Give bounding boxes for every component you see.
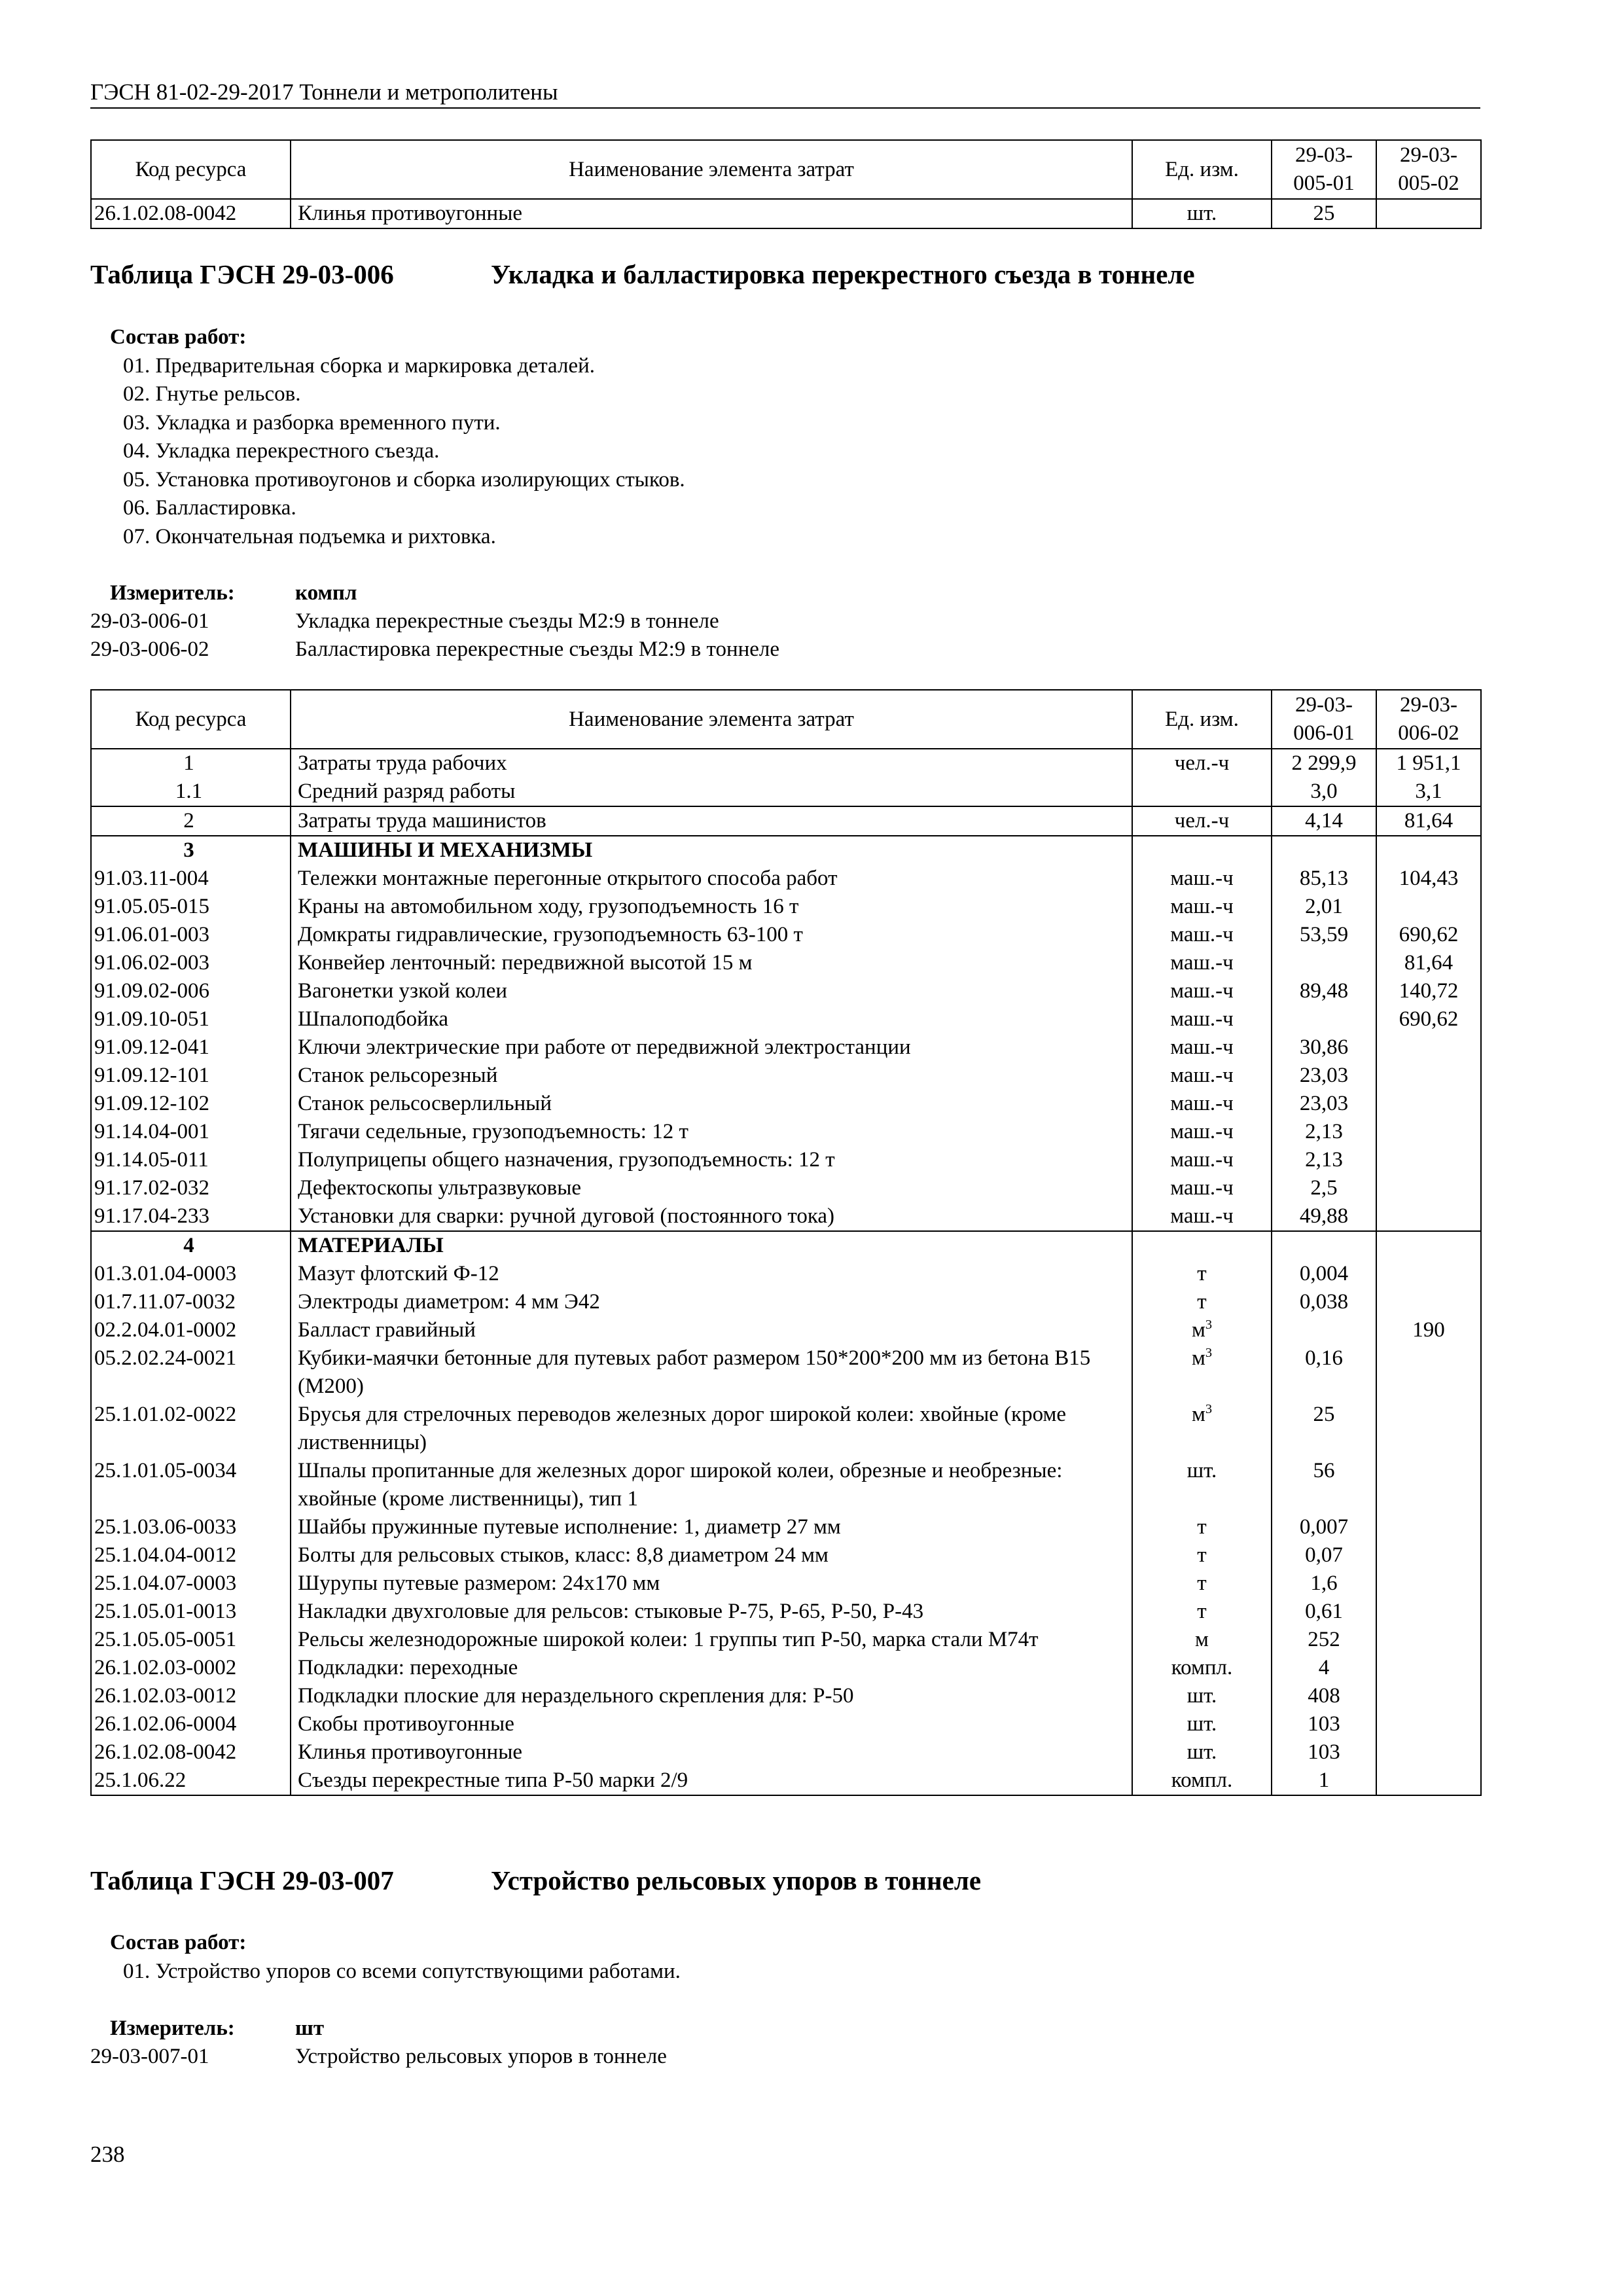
table-row: [91, 977, 1481, 1005]
cell-name: Дефектоскопы ультразвуковые: [291, 1174, 1132, 1202]
cell-name: Кубики-маячки бетонные для путевых работ размером 150*200*200 мм из бетона В15 (М200): [291, 1344, 1132, 1401]
cell-value-2: [1376, 1344, 1481, 1401]
cell-name: Полуприцепы общего назначения, грузоподъемность: 12 т: [291, 1146, 1132, 1174]
cell-unit: чел.-ч: [1132, 749, 1272, 778]
cell-value-1: 56: [1272, 1457, 1376, 1513]
cell-unit: маш.-ч: [1132, 1174, 1272, 1202]
table-row: [91, 1260, 1481, 1288]
cell-value-1: 2,13: [1272, 1118, 1376, 1146]
cell-value-2: 1 951,1: [1376, 749, 1481, 778]
cell-name: Балласт гравийный: [291, 1316, 1132, 1344]
cell-code: 91.09.02-006: [91, 977, 291, 1005]
cell-name: Тягачи седельные, грузоподъемность: 12 т: [291, 1118, 1132, 1146]
cell-value-1: 103: [1272, 1738, 1376, 1767]
cell-value-1: 252: [1272, 1626, 1376, 1654]
cell-code: 26.1.02.08-0042: [91, 199, 291, 228]
cell-name: Станок рельсорезный: [291, 1062, 1132, 1090]
table-row: [91, 1710, 1481, 1738]
cell-value-1: 23,03: [1272, 1062, 1376, 1090]
cell-value-2: 3,1: [1376, 778, 1481, 806]
cell-unit: шт.: [1132, 1682, 1272, 1710]
work-operation: 06. Балластировка.: [123, 496, 296, 520]
cell-unit: маш.-ч: [1132, 1118, 1272, 1146]
cell-value-2: [1376, 1598, 1481, 1626]
cell-value-1: [1272, 949, 1376, 977]
cell-value-2: [1376, 893, 1481, 921]
section-number: Таблица ГЭСН 29-03-006: [90, 259, 394, 289]
cell-value-1: 103: [1272, 1710, 1376, 1738]
cell-code: 25.1.05.05-0051: [91, 1626, 291, 1654]
table-row: [91, 921, 1481, 949]
cell-code: 91.09.12-041: [91, 1033, 291, 1062]
table-row: [91, 1570, 1481, 1598]
work-composition-label: Состав работ:: [110, 1931, 247, 1954]
col-header-name: Наименование элемента затрат: [291, 690, 1132, 749]
cell-unit: маш.-ч: [1132, 1005, 1272, 1033]
cell-unit: маш.-ч: [1132, 1090, 1272, 1118]
cell-value-1: 4,14: [1272, 806, 1376, 836]
cell-code: 3: [91, 836, 291, 865]
cell-unit: маш.-ч: [1132, 865, 1272, 893]
table-row: [91, 778, 1481, 806]
table-row: [91, 1654, 1481, 1682]
cell-value-1: 0,038: [1272, 1288, 1376, 1316]
col-header-norm-2: 29-03-006-02: [1376, 690, 1481, 749]
norm-description: Укладка перекрестные съезды М2:9 в тоннеле: [295, 609, 719, 633]
measure-label: Измеритель:: [110, 2017, 235, 2040]
cell-unit: маш.-ч: [1132, 977, 1272, 1005]
unit-exponent: 3: [1205, 1402, 1213, 1416]
cell-name: Скобы противоугонные: [291, 1710, 1132, 1738]
cell-code: 91.09.12-102: [91, 1090, 291, 1118]
cell-code: 91.17.04-233: [91, 1202, 291, 1231]
measure-block: [90, 2015, 667, 2071]
cell-unit: шт.: [1132, 1710, 1272, 1738]
norm-code: 29-03-006-01: [90, 609, 209, 633]
cell-name: Электроды диаметром: 4 мм Э42: [291, 1288, 1132, 1316]
unit-exponent: 3: [1205, 1318, 1213, 1332]
cell-name: Клинья противоугонные: [291, 199, 1132, 228]
cell-name: Брусья для стрелочных переводов железных дорог широкой колеи: хвойные (кроме лиственницы): [291, 1401, 1132, 1457]
cell-name: Шпалоподбойка: [291, 1005, 1132, 1033]
cell-value-1: 49,88: [1272, 1202, 1376, 1231]
measure-label: Измеритель:: [110, 581, 235, 605]
table-row: [91, 1767, 1481, 1795]
section-heading: Устройство рельсовых упоров в тоннеле: [491, 1865, 982, 1895]
cell-name: Домкраты гидравлические, грузоподъемность 63-100 т: [291, 921, 1132, 949]
unit-base: м: [1191, 1346, 1205, 1370]
table-row: [91, 1062, 1481, 1090]
table-row: [91, 1090, 1481, 1118]
work-operation: 04. Укладка перекрестного съезда.: [123, 439, 440, 463]
table-row: [91, 1146, 1481, 1174]
cell-value-2: [1376, 1710, 1481, 1738]
cell-value-1: 2,01: [1272, 893, 1376, 921]
norm-code: 29-03-006-02: [90, 637, 209, 661]
col-header-norm-1: 29-03-006-01: [1272, 690, 1376, 749]
norm-description: Устройство рельсовых упоров в тоннеле: [295, 2045, 667, 2068]
cell-unit: т: [1132, 1288, 1272, 1316]
cell-value-1: 0,007: [1272, 1513, 1376, 1541]
table-row: [91, 1598, 1481, 1626]
cell-unit: компл.: [1132, 1767, 1272, 1795]
cell-code: 25.1.03.06-0033: [91, 1513, 291, 1541]
table-row: [91, 1033, 1481, 1062]
cell-unit: [1132, 1344, 1272, 1401]
cell-code: 26.1.02.03-0012: [91, 1682, 291, 1710]
cell-unit: [1132, 1316, 1272, 1344]
cell-value-1: 1,6: [1272, 1570, 1376, 1598]
cell-value-2: [1376, 1033, 1481, 1062]
table-row: [91, 1005, 1481, 1033]
cell-code: 1: [91, 749, 291, 778]
cell-code: 91.14.05-011: [91, 1146, 291, 1174]
cell-value-1: 53,59: [1272, 921, 1376, 949]
cell-code: 01.7.11.07-0032: [91, 1288, 291, 1316]
cell-value-1: 85,13: [1272, 865, 1376, 893]
cell-name: Затраты труда рабочих: [291, 749, 1132, 778]
cell-name: Подкладки плоские для нераздельного скрепления для: Р-50: [291, 1682, 1132, 1710]
norm-code: 29-03-007-01: [90, 2045, 209, 2068]
cell-value-1: [1272, 836, 1376, 865]
cell-value-2: [1376, 1513, 1481, 1541]
cell-value-1: 2,5: [1272, 1174, 1376, 1202]
cell-unit: т: [1132, 1513, 1272, 1541]
cell-code: 25.1.06.22: [91, 1767, 291, 1795]
col-header-code: Код ресурса: [91, 690, 291, 749]
cell-code: 25.1.01.02-0022: [91, 1401, 291, 1457]
cell-unit: шт.: [1132, 1738, 1272, 1767]
table-row: [91, 836, 1481, 865]
cell-value-2: [1376, 1767, 1481, 1795]
work-operation: 03. Укладка и разборка временного пути.: [123, 410, 501, 435]
cell-name: Рельсы железнодорожные широкой колеи: 1 группы тип Р-50, марка стали М74т: [291, 1626, 1132, 1654]
work-composition: [90, 1929, 681, 1986]
cell-name: Конвейер ленточный: передвижной высотой 15 м: [291, 949, 1132, 977]
norm-description: Балластировка перекрестные съезды М2:9 в тоннеле: [295, 637, 780, 661]
cell-unit: т: [1132, 1598, 1272, 1626]
cell-name: Клинья противоугонные: [291, 1738, 1132, 1767]
cell-value-2: 81,64: [1376, 949, 1481, 977]
table-row: [91, 1457, 1481, 1513]
cell-value-2: [1376, 1118, 1481, 1146]
cell-name: МАТЕРИАЛЫ: [291, 1231, 1132, 1260]
col-header-code: Код ресурса: [91, 140, 291, 199]
cell-value-1: 0,61: [1272, 1598, 1376, 1626]
table-row: [91, 1513, 1481, 1541]
cell-value-1: 0,004: [1272, 1260, 1376, 1288]
cell-value-1: 23,03: [1272, 1090, 1376, 1118]
cell-unit: т: [1132, 1570, 1272, 1598]
cell-name: Тележки монтажные перегонные открытого способа работ: [291, 865, 1132, 893]
cell-code: 25.1.01.05-0034: [91, 1457, 291, 1513]
cell-value-2: [1376, 1260, 1481, 1288]
table-row: [91, 1401, 1481, 1457]
cell-unit: т: [1132, 1541, 1272, 1570]
cell-name: Средний разряд работы: [291, 778, 1132, 806]
work-operation: 02. Гнутье рельсов.: [123, 382, 301, 406]
unit-base: м: [1191, 1318, 1205, 1342]
cell-code: 26.1.02.08-0042: [91, 1738, 291, 1767]
cell-value-2: 104,43: [1376, 865, 1481, 893]
measure-unit: компл: [295, 581, 357, 605]
table-row: [91, 1118, 1481, 1146]
cell-name: Подкладки: переходные: [291, 1654, 1132, 1682]
cell-code: 1.1: [91, 778, 291, 806]
cell-value-1: 4: [1272, 1654, 1376, 1682]
cell-value-2: [1376, 1090, 1481, 1118]
col-header-norm-2: 29-03-005-02: [1376, 140, 1481, 199]
cell-value-1: [1272, 1231, 1376, 1260]
col-header-unit: Ед. изм.: [1132, 690, 1272, 749]
running-header: ГЭСН 81-02-29-2017 Тоннели и метрополитены: [90, 77, 1480, 109]
cell-name: Ключи электрические при работе от передвижной электростанции: [291, 1033, 1132, 1062]
cell-value-2: [1376, 1288, 1481, 1316]
cell-value-2: [1376, 199, 1481, 228]
cell-value-2: 690,62: [1376, 921, 1481, 949]
table-row: [91, 1231, 1481, 1260]
cell-unit: маш.-ч: [1132, 1062, 1272, 1090]
cell-value-2: 140,72: [1376, 977, 1481, 1005]
table-row: [91, 1288, 1481, 1316]
cell-unit: маш.-ч: [1132, 949, 1272, 977]
cell-unit: [1132, 836, 1272, 865]
cell-value-2: 190: [1376, 1316, 1481, 1344]
section-number: Таблица ГЭСН 29-03-007: [90, 1865, 394, 1895]
unit-exponent: 3: [1205, 1346, 1213, 1360]
cell-code: 91.09.10-051: [91, 1005, 291, 1033]
table-row: [91, 1541, 1481, 1570]
table-row: [91, 893, 1481, 921]
cell-code: 01.3.01.04-0003: [91, 1260, 291, 1288]
cell-value-2: [1376, 1401, 1481, 1457]
col-header-norm-1: 29-03-005-01: [1272, 140, 1376, 199]
table-row: [91, 806, 1481, 836]
cell-value-2: [1376, 1457, 1481, 1513]
work-operation: 01. Устройство упоров со всеми сопутствующими работами.: [123, 1959, 681, 1983]
cell-name: МАШИНЫ И МЕХАНИЗМЫ: [291, 836, 1132, 865]
cell-code: 26.1.02.06-0004: [91, 1710, 291, 1738]
cell-code: 26.1.02.03-0002: [91, 1654, 291, 1682]
page-number: 238: [90, 2142, 125, 2167]
section-heading: Укладка и балластировка перекрестного съезда в тоннеле: [491, 259, 1195, 289]
cell-unit: маш.-ч: [1132, 1033, 1272, 1062]
table-row: [91, 1626, 1481, 1654]
measure-unit: шт: [295, 2017, 325, 2040]
work-operation: 01. Предварительная сборка и маркировка деталей.: [123, 353, 596, 378]
table-row: [91, 1682, 1481, 1710]
cell-unit: т: [1132, 1260, 1272, 1288]
cell-value-2: [1376, 1626, 1481, 1654]
cell-value-1: 2,13: [1272, 1146, 1376, 1174]
cell-code: 05.2.02.24-0021: [91, 1344, 291, 1401]
measure-block: [90, 579, 779, 664]
cell-value-1: 25: [1272, 1401, 1376, 1457]
work-operation: 05. Установка противоугонов и сборка изолирующих стыков.: [123, 467, 685, 492]
col-header-name: Наименование элемента затрат: [291, 140, 1132, 199]
cell-unit: шт.: [1132, 199, 1272, 228]
cell-unit: [1132, 1401, 1272, 1457]
section-title-006: [90, 259, 1195, 290]
cell-code: 91.14.04-001: [91, 1118, 291, 1146]
cell-code: 91.17.02-032: [91, 1174, 291, 1202]
cell-unit: маш.-ч: [1132, 893, 1272, 921]
table-row: [91, 749, 1481, 778]
cell-unit: [1132, 778, 1272, 806]
cell-value-2: [1376, 836, 1481, 865]
cell-name: Шайбы пружинные путевые исполнение: 1, диаметр 27 мм: [291, 1513, 1132, 1541]
cell-value-2: 81,64: [1376, 806, 1481, 836]
cell-value-1: 1: [1272, 1767, 1376, 1795]
cell-code: 02.2.04.01-0002: [91, 1316, 291, 1344]
work-composition: [90, 323, 685, 551]
cell-value-1: 408: [1272, 1682, 1376, 1710]
cell-name: Установки для сварки: ручной дуговой (постоянного тока): [291, 1202, 1132, 1231]
table-row: [91, 865, 1481, 893]
cell-unit: маш.-ч: [1132, 1146, 1272, 1174]
cell-name: Вагонетки узкой колеи: [291, 977, 1132, 1005]
cell-value-2: [1376, 1174, 1481, 1202]
cell-value-1: 89,48: [1272, 977, 1376, 1005]
cell-unit: компл.: [1132, 1654, 1272, 1682]
cell-value-2: [1376, 1654, 1481, 1682]
cell-value-1: 2 299,9: [1272, 749, 1376, 778]
cell-value-1: 0,16: [1272, 1344, 1376, 1401]
unit-base: м: [1191, 1403, 1205, 1426]
table-row: [91, 1344, 1481, 1401]
cell-value-2: [1376, 1202, 1481, 1231]
cell-value-2: [1376, 1146, 1481, 1174]
cell-name: Шпалы пропитанные для железных дорог широкой колеи, обрезные и необрезные: хвойные (кроме лиственницы), тип 1: [291, 1457, 1132, 1513]
cell-unit: м: [1132, 1626, 1272, 1654]
cell-value-1: 30,86: [1272, 1033, 1376, 1062]
cell-code: 25.1.04.04-0012: [91, 1541, 291, 1570]
cell-value-2: 690,62: [1376, 1005, 1481, 1033]
cell-value-1: [1272, 1005, 1376, 1033]
cell-code: 91.06.02-003: [91, 949, 291, 977]
table-row: [91, 1738, 1481, 1767]
cell-value-2: [1376, 1570, 1481, 1598]
cell-value-1: 0,07: [1272, 1541, 1376, 1570]
cell-name: Краны на автомобильном ходу, грузоподъемность 16 т: [291, 893, 1132, 921]
cell-code: 25.1.04.07-0003: [91, 1570, 291, 1598]
cell-unit: шт.: [1132, 1457, 1272, 1513]
table-row: [91, 1174, 1481, 1202]
cell-code: 4: [91, 1231, 291, 1260]
cell-name: Мазут флотский Ф-12: [291, 1260, 1132, 1288]
cell-value-2: [1376, 1231, 1481, 1260]
cell-value-2: [1376, 1541, 1481, 1570]
cell-unit: [1132, 1231, 1272, 1260]
cell-name: Шурупы путевые размером: 24x170 мм: [291, 1570, 1132, 1598]
cell-unit: маш.-ч: [1132, 1202, 1272, 1231]
cost-table-continuation: [90, 139, 1482, 229]
cost-table-006: [90, 689, 1482, 1796]
section-title-007: [90, 1865, 981, 1896]
cell-name: Съезды перекрестные типа Р-50 марки 2/9: [291, 1767, 1132, 1795]
cell-value-1: [1272, 1316, 1376, 1344]
cell-code: 91.06.01-003: [91, 921, 291, 949]
cell-unit: маш.-ч: [1132, 921, 1272, 949]
work-composition-label: Состав работ:: [110, 325, 247, 349]
cell-value-1: 3,0: [1272, 778, 1376, 806]
work-operation: 07. Окончательная подъемка и рихтовка.: [123, 524, 496, 548]
cell-value-2: [1376, 1682, 1481, 1710]
cell-code: 91.05.05-015: [91, 893, 291, 921]
cell-value-2: [1376, 1062, 1481, 1090]
cell-value-2: [1376, 1738, 1481, 1767]
cell-code: 91.09.12-101: [91, 1062, 291, 1090]
cell-unit: чел.-ч: [1132, 806, 1272, 836]
cell-code: 2: [91, 806, 291, 836]
cell-code: 25.1.05.01-0013: [91, 1598, 291, 1626]
cell-name: Станок рельсосверлильный: [291, 1090, 1132, 1118]
cell-name: Накладки двухголовые для рельсов: стыковые Р-75, Р-65, Р-50, Р-43: [291, 1598, 1132, 1626]
cell-code: 91.03.11-004: [91, 865, 291, 893]
table-row: [91, 949, 1481, 977]
table-row: [91, 1202, 1481, 1231]
cell-name: Болты для рельсовых стыков, класс: 8,8 диаметром 24 мм: [291, 1541, 1132, 1570]
cell-value-1: 25: [1272, 199, 1376, 228]
col-header-unit: Ед. изм.: [1132, 140, 1272, 199]
table-row: [91, 1316, 1481, 1344]
cell-name: Затраты труда машинистов: [291, 806, 1132, 836]
